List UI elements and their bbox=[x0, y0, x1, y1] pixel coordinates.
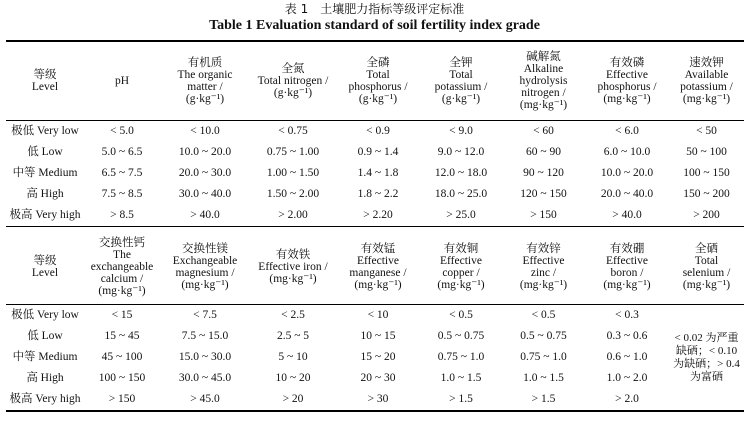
column-header-line: 交换性镁 bbox=[182, 243, 228, 255]
column-header-line: phosphorus / bbox=[348, 81, 408, 93]
table-cell: 15.0 ~ 30.0 bbox=[178, 351, 232, 363]
table-cell: < 10 bbox=[367, 309, 389, 321]
column-header-line: matter / bbox=[187, 81, 223, 93]
column-header-line: copper / bbox=[442, 267, 480, 279]
selenium-grade-note bbox=[669, 326, 744, 389]
table-cell: 12.0 ~ 18.0 bbox=[434, 167, 488, 179]
table-title-english: Table 1 Evaluation standard of soil fertility index grade bbox=[209, 18, 540, 33]
row-level-label: 低 Low bbox=[27, 146, 63, 158]
table-cell: 30.0 ~ 45.0 bbox=[178, 372, 232, 384]
table-cell: > 40.0 bbox=[585, 205, 669, 227]
column-header-line: (g·kg⁻¹) bbox=[358, 93, 398, 105]
table-row bbox=[6, 347, 744, 368]
column-header-line: hydrolysis bbox=[519, 75, 568, 87]
column-header-line: (mg·kg⁻¹) bbox=[437, 279, 485, 291]
table-cell: 0.5 ~ 0.75 bbox=[520, 330, 567, 342]
column-header-line: 等级 bbox=[33, 255, 57, 267]
column-header-line: 有效锌 bbox=[526, 243, 561, 255]
table-cell: 2.5 ~ 5 bbox=[276, 330, 310, 342]
column-header-line: Total bbox=[694, 255, 719, 267]
table-cell: 0.75 ~ 1.0 bbox=[520, 351, 567, 363]
table-cell: 60 ~ 90 bbox=[526, 146, 561, 158]
table-cell: 20.0 ~ 40.0 bbox=[600, 188, 654, 200]
column-header-line: Total bbox=[449, 69, 473, 81]
column-header-line: 有效铜 bbox=[443, 243, 479, 255]
row-level-label: 极低 Very low bbox=[11, 125, 79, 137]
column-header bbox=[84, 230, 160, 305]
table-row bbox=[6, 305, 744, 327]
table-cell: 0.3 ~ 0.6 bbox=[606, 330, 648, 342]
table-cell: 1.00 ~ 1.50 bbox=[266, 167, 320, 179]
column-header bbox=[84, 41, 160, 121]
table-row bbox=[6, 389, 744, 411]
table-cell: 0.5 ~ 0.75 bbox=[437, 330, 485, 342]
column-header-line: 全磷 bbox=[366, 57, 390, 69]
column-header-line: (mg·kg⁻¹) bbox=[603, 279, 651, 291]
table-cell: > 8.5 bbox=[84, 205, 160, 227]
column-header-line: potassium / bbox=[680, 81, 733, 93]
table-cell: > 30 bbox=[336, 389, 420, 411]
column-header bbox=[420, 41, 502, 121]
table-cell: 5 ~ 10 bbox=[278, 351, 308, 363]
column-header-line: Effective bbox=[522, 255, 565, 267]
column-header-line: The bbox=[113, 249, 131, 261]
table-cell: < 15 bbox=[111, 309, 133, 321]
table-cell: < 60 bbox=[533, 125, 554, 137]
table-cell: > 45.0 bbox=[160, 389, 250, 411]
column-header bbox=[669, 41, 744, 121]
column-header-line: 全硒 bbox=[695, 243, 718, 255]
table-cell: 1.8 ~ 2.2 bbox=[357, 188, 399, 200]
column-header-line: Total nitrogen / bbox=[257, 75, 329, 87]
table-cell: > 1.5 bbox=[502, 389, 585, 411]
column-header-line: exchangeable bbox=[90, 261, 154, 273]
table-row bbox=[6, 163, 744, 184]
table-cell: > 1.5 bbox=[420, 389, 502, 411]
column-header-line: Effective bbox=[606, 255, 648, 267]
table-cell: 1.50 ~ 2.00 bbox=[266, 188, 320, 200]
column-header-line: Effective bbox=[606, 69, 648, 81]
table-cell: > 2.0 bbox=[585, 389, 669, 411]
column-header bbox=[585, 230, 669, 305]
table-cell: < 7.5 bbox=[193, 309, 217, 321]
column-header-line: 有效磷 bbox=[609, 57, 645, 69]
table-cell: 1.0 ~ 1.5 bbox=[523, 372, 564, 384]
row-level-label: 中等 Medium bbox=[12, 351, 78, 363]
column-header-line: Total bbox=[366, 69, 390, 81]
row-level-label: 低 Low bbox=[27, 330, 63, 342]
table-cell: < 2.5 bbox=[281, 309, 305, 321]
row-level-label: 极低 Very low bbox=[11, 309, 79, 321]
row-level-label: 中等 Medium bbox=[12, 167, 78, 179]
column-header bbox=[6, 41, 84, 121]
table-cell: < 9.0 bbox=[449, 125, 473, 137]
table-cell: > 25.0 bbox=[420, 205, 502, 227]
table-cell: 15 ~ 20 bbox=[360, 351, 396, 363]
table-cell: 18.0 ~ 25.0 bbox=[434, 188, 488, 200]
table-2-body bbox=[6, 305, 744, 412]
selenium-note-line: 缺硒；< 0.10 bbox=[675, 344, 738, 357]
column-header-line: (mg·kg⁻¹) bbox=[682, 279, 731, 291]
column-header-line: (mg·kg⁻¹) bbox=[269, 273, 317, 285]
column-header-line: Exchangeable bbox=[172, 255, 238, 267]
table-cell: 7.5 ~ 15.0 bbox=[181, 330, 229, 342]
table-cell: 20 ~ 30 bbox=[360, 372, 396, 384]
soil-fertility-table-1 bbox=[6, 40, 744, 227]
soil-fertility-table-2 bbox=[6, 230, 744, 412]
row-level-label: 高 High bbox=[26, 372, 64, 384]
row-level-label: 极高 Very high bbox=[6, 205, 84, 227]
table-cell: 100 ~ 150 bbox=[683, 167, 730, 179]
table-row bbox=[6, 142, 744, 163]
table-cell: 6.0 ~ 10.0 bbox=[603, 146, 651, 158]
table-cell: 5.0 ~ 6.5 bbox=[101, 146, 143, 158]
column-header-line: (mg·kg⁻¹) bbox=[519, 99, 568, 111]
table-cell: < 6.0 bbox=[615, 125, 639, 137]
table-cell: 10.0 ~ 20.0 bbox=[600, 167, 654, 179]
column-header-line: zinc / bbox=[530, 267, 557, 279]
table-cell: 10 ~ 15 bbox=[360, 330, 396, 342]
column-header-line: (mg·kg⁻¹) bbox=[181, 279, 229, 291]
column-header bbox=[160, 230, 250, 305]
column-header-line: selenium / bbox=[682, 267, 731, 279]
column-header-line: potassium / bbox=[434, 81, 488, 93]
table-cell: 50 ~ 100 bbox=[686, 146, 727, 158]
table-cell: > 20 bbox=[250, 389, 336, 411]
column-header-line: 交换性钙 bbox=[99, 237, 145, 249]
table-cell: 0.75 ~ 1.00 bbox=[266, 146, 320, 158]
column-header-line: (g·kg⁻¹) bbox=[441, 93, 481, 105]
column-header-line: magnesium / bbox=[175, 267, 235, 279]
table-cell: 6.5 ~ 7.5 bbox=[101, 167, 143, 179]
column-header-line: Effective bbox=[440, 255, 482, 267]
table-cell: < 0.75 bbox=[278, 125, 308, 137]
table-cell: 20.0 ~ 30.0 bbox=[178, 167, 232, 179]
table-cell: > 150 bbox=[502, 205, 585, 227]
column-header-line: Alkaline bbox=[523, 63, 564, 75]
table-cell: > 2.20 bbox=[336, 205, 420, 227]
column-header bbox=[250, 41, 336, 121]
table-2-header-row bbox=[6, 230, 744, 305]
table-row bbox=[6, 184, 744, 205]
table-cell: 1.4 ~ 1.8 bbox=[357, 167, 399, 179]
table-cell: < 50 bbox=[696, 125, 717, 137]
column-header-line: 有效硼 bbox=[609, 243, 645, 255]
table-cell: < 5.0 bbox=[110, 125, 134, 137]
column-header-line: 有效锰 bbox=[360, 243, 396, 255]
column-header-line: (mg·kg⁻¹) bbox=[98, 285, 146, 297]
column-header-line: Effective bbox=[357, 255, 399, 267]
table-cell: 10 ~ 20 bbox=[275, 372, 311, 384]
table-cell: < 10.0 bbox=[190, 125, 220, 137]
column-header-line: (mg·kg⁻¹) bbox=[519, 279, 568, 291]
column-header-line: boron / bbox=[610, 267, 644, 279]
table-cell: 0.9 ~ 1.4 bbox=[357, 146, 399, 158]
selenium-note-line: 为富硒 bbox=[690, 370, 723, 383]
column-header-line: 速效钾 bbox=[689, 57, 724, 69]
table-cell: 10.0 ~ 20.0 bbox=[178, 146, 232, 158]
column-header-line: manganese / bbox=[349, 267, 407, 279]
table-cell: 9.0 ~ 12.0 bbox=[437, 146, 485, 158]
table-cell: < 0.5 bbox=[449, 309, 473, 321]
table-cell: > 150 bbox=[84, 389, 160, 411]
selenium-note-line: 为缺硒；> 0.4 bbox=[673, 357, 740, 370]
table-1-body bbox=[6, 121, 744, 227]
table-cell: 7.5 ~ 8.5 bbox=[101, 188, 143, 200]
table-cell: > 40.0 bbox=[160, 205, 250, 227]
table-cell: 0.75 ~ 1.0 bbox=[437, 351, 485, 363]
column-header bbox=[250, 230, 336, 305]
column-header bbox=[6, 230, 84, 305]
table-cell: > 2.00 bbox=[250, 205, 336, 227]
column-header-line: (mg·kg⁻¹) bbox=[603, 93, 651, 105]
column-header-line: nitrogen / bbox=[521, 87, 566, 99]
table-cell: 1.0 ~ 1.5 bbox=[440, 372, 482, 384]
column-header-line: calcium / bbox=[100, 273, 144, 285]
table-row bbox=[6, 121, 744, 143]
table-row bbox=[6, 326, 744, 347]
table-cell: 1.0 ~ 2.0 bbox=[606, 372, 648, 384]
empty-cell bbox=[669, 305, 744, 327]
table-1-header-row bbox=[6, 41, 744, 121]
row-level-label: 极高 Very high bbox=[6, 389, 84, 411]
table-cell: 150 ~ 200 bbox=[683, 188, 730, 200]
table-cell: < 0.9 bbox=[366, 125, 390, 137]
table-cell: < 0.5 bbox=[531, 309, 556, 321]
column-header bbox=[669, 230, 744, 305]
column-header-line: 有机质 bbox=[187, 57, 223, 69]
column-header bbox=[502, 41, 585, 121]
column-header-line: 等级 bbox=[33, 69, 57, 81]
column-header-line: 有效铁 bbox=[275, 249, 311, 261]
column-header bbox=[336, 41, 420, 121]
column-header-line: The organic bbox=[177, 69, 233, 81]
table-row bbox=[6, 205, 744, 227]
table-cell: 30.0 ~ 40.0 bbox=[178, 188, 232, 200]
empty-cell bbox=[669, 389, 744, 411]
column-header bbox=[160, 41, 250, 121]
table-row bbox=[6, 368, 744, 389]
column-header-line: 碱解氮 bbox=[526, 51, 561, 63]
column-header-line: Available bbox=[684, 69, 729, 81]
column-header-line: pH bbox=[114, 75, 130, 87]
table-cell: < 0.3 bbox=[615, 309, 639, 321]
selenium-note-line: < 0.02 为严重 bbox=[674, 331, 739, 344]
column-header-line: (g·kg⁻¹) bbox=[273, 87, 313, 99]
table-cell: 15 ~ 45 bbox=[104, 330, 140, 342]
column-header-line: Level bbox=[31, 81, 59, 93]
column-header-line: Effective iron / bbox=[258, 261, 328, 273]
column-header-line: (mg·kg⁻¹) bbox=[354, 279, 402, 291]
column-header bbox=[336, 230, 420, 305]
table-cell: 100 ~ 150 bbox=[98, 372, 146, 384]
table-cell: 90 ~ 120 bbox=[523, 167, 564, 179]
column-header-line: Level bbox=[31, 267, 59, 279]
table-title-chinese: 表 1 土壤肥力指标等级评定标准 bbox=[284, 2, 465, 16]
column-header-line: (mg·kg⁻¹) bbox=[682, 93, 731, 105]
table-cell: 45 ~ 100 bbox=[101, 351, 143, 363]
column-header bbox=[420, 230, 502, 305]
column-header bbox=[502, 230, 585, 305]
column-header-line: 全钾 bbox=[449, 57, 473, 69]
column-header-line: 全氮 bbox=[281, 63, 305, 75]
table-cell: > 200 bbox=[669, 205, 744, 227]
table-cell: 0.6 ~ 1.0 bbox=[606, 351, 648, 363]
column-header-line: phosphorus / bbox=[597, 81, 657, 93]
column-header-line: (g·kg⁻¹) bbox=[185, 93, 225, 105]
row-level-label: 高 High bbox=[26, 188, 64, 200]
table-cell: 120 ~ 150 bbox=[520, 188, 567, 200]
column-header bbox=[585, 41, 669, 121]
